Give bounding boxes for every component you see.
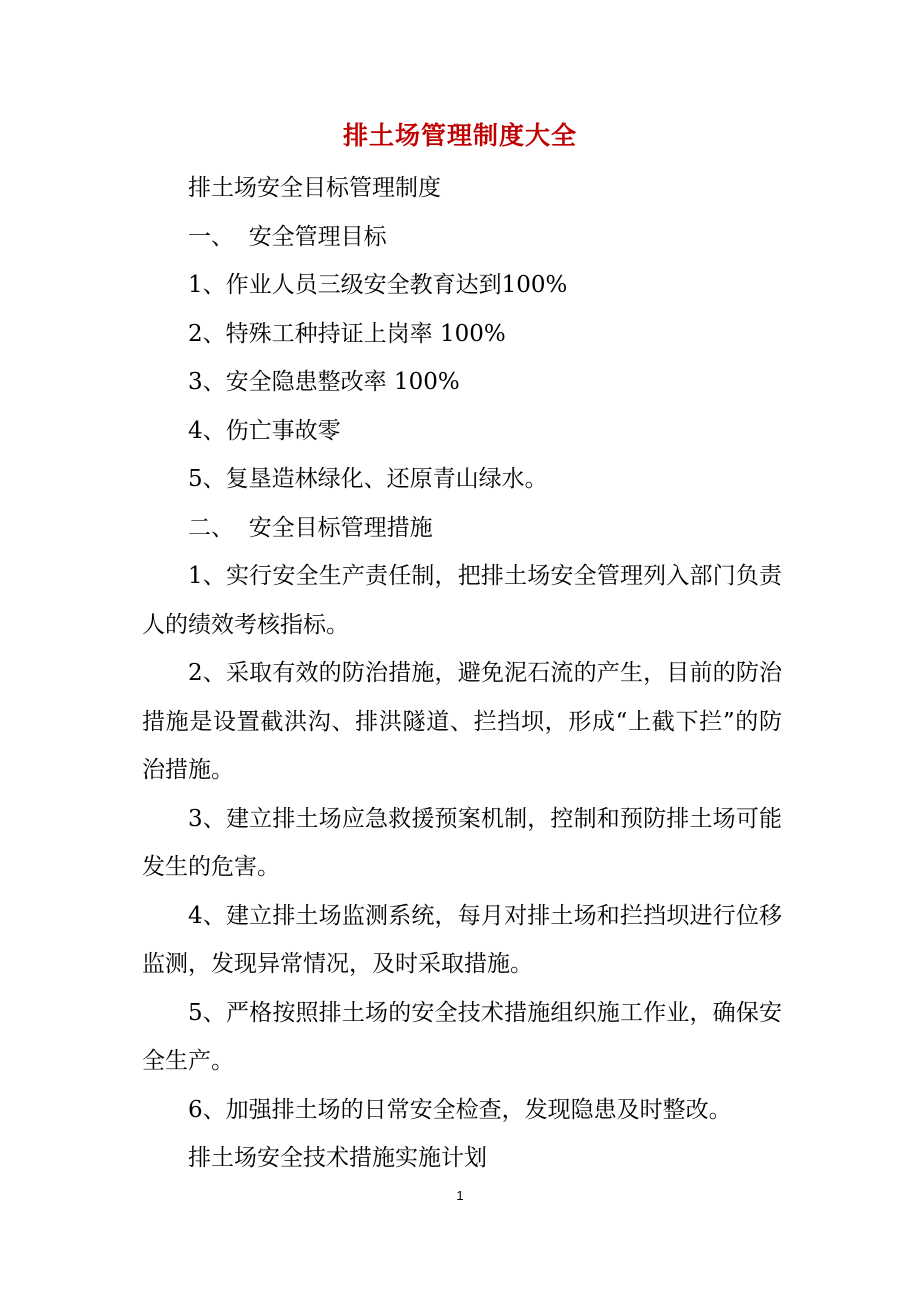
measure-item-1: 1、实行安全生产责任制，把排土场安全管理列入部门负责人的绩效考核指标。 xyxy=(142,563,782,638)
goal-item-2: 2、特殊工种持证上岗率 100% xyxy=(188,320,506,347)
section-title: 排土场安全目标管理制度 xyxy=(188,175,441,201)
measure-item-3: 3、建立排土场应急救援预案机制，控制和预防排土场可能发生的危害。 xyxy=(142,805,782,880)
measure-item-4: 4、建立排土场监测系统，每月对排土场和拦挡坝进行位移监测，发现异常情况，及时采取措施。 xyxy=(142,902,782,977)
goal-item-4: 4、伤亡事故零 xyxy=(188,417,341,444)
goal-item-1: 1、作业人员三级安全教育达到100% xyxy=(188,272,568,298)
measure-item-2: 2、采取有效的防治措施，避免泥石流的产生，目前的防治措施是设置截洪沟、排洪隧道、拦挡坝，形成“上截下拦”的防治措施。 xyxy=(142,660,782,783)
section-heading-2: 二、 安全目标管理措施 xyxy=(188,514,433,541)
document-title: 排土场管理制度大全 xyxy=(342,121,577,150)
measure-item-5: 5、严格按照排土场的安全技术措施组织施工作业，确保安全生产。 xyxy=(142,999,782,1074)
goal-item-3: 3、安全隐患整改率 100% xyxy=(188,369,460,395)
section-heading-1: 一、 安全管理目标 xyxy=(188,223,387,250)
document-body xyxy=(142,164,782,1183)
measure-item-6: 6、加强排土场的日常安全检查，发现隐患及时整改。 xyxy=(188,1096,732,1123)
section-title-plan: 排土场安全技术措施实施计划 xyxy=(188,1145,487,1171)
goal-item-5: 5、复垦造林绿化、还原青山绿水。 xyxy=(188,466,548,492)
page-number: 1 xyxy=(456,1188,464,1203)
